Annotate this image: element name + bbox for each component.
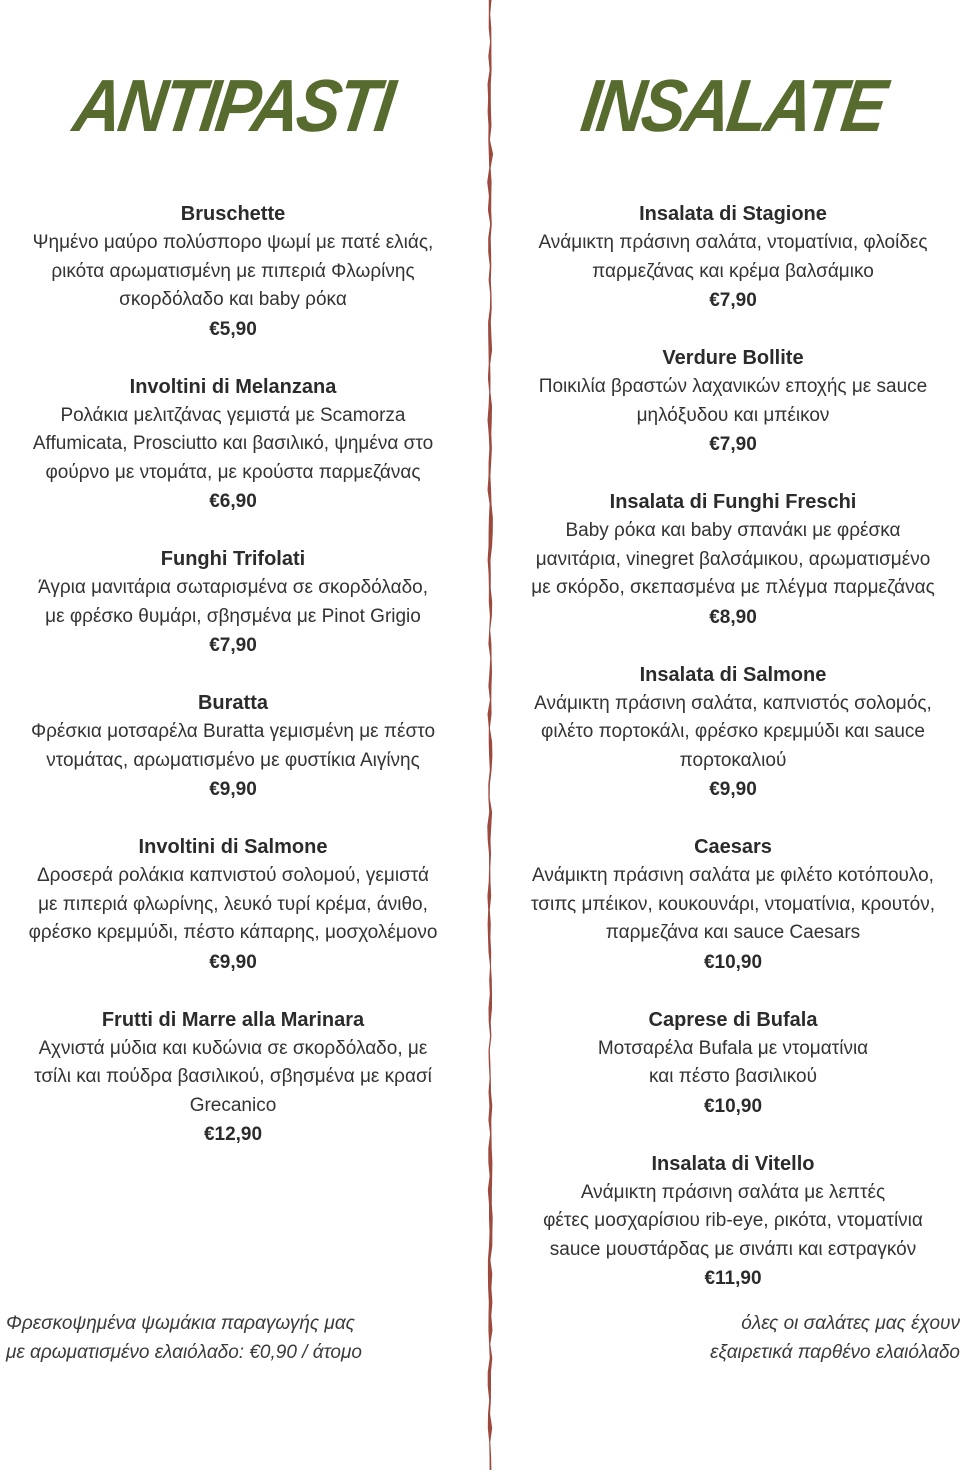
menu-item: [0, 200, 466, 344]
menu-item-description: πορτοκαλιού: [679, 749, 787, 771]
menu-item-name: Insalata di Salmone: [639, 663, 827, 686]
menu-item-description: Ψημένο μαύρο πολύσπορο ψωμί με πατέ ελιάς,: [32, 232, 434, 253]
menu-item-price: €7,90: [209, 635, 257, 656]
menu-item: [506, 1006, 960, 1121]
menu-item: [506, 661, 960, 805]
menu-item-name: Involtini di Melanzana: [129, 375, 337, 398]
menu-item-description: Φρέσκια μοτσαρέλα Buratta γεμισμένη με πέστο: [30, 721, 436, 742]
menu-item-price: €11,90: [704, 1268, 762, 1289]
menu-item-description: Ανάμικτη πράσινη σαλάτα με λεπτές: [580, 1181, 886, 1203]
menu-item-price: €10,90: [703, 1095, 763, 1117]
menu-item-description: σκορδόλαδο και baby ρόκα: [119, 289, 347, 310]
menu-item-description: Ανάμικτη πράσινη σαλάτα, καπνιστός σολομός,: [534, 692, 932, 714]
menu-item-description: Ανάμικτη πράσινη σαλάτα με φιλέτο κοτόπουλο,: [532, 865, 934, 886]
menu-item: [506, 344, 960, 459]
menu-item-description: Ανάμικτη πράσινη σαλάτα, ντοματίνια, φλοίδες: [538, 232, 928, 253]
menu-item-description: μανιτάρια, vinegret βαλσάμικου, αρωματισμένο: [535, 548, 931, 570]
antipasti-list: [0, 200, 466, 1178]
menu-item-price: €9,90: [209, 779, 257, 800]
menu-item-name: Buratta: [197, 692, 268, 714]
menu-item-name: Caesars: [694, 836, 772, 858]
menu-item-description: sauce μουστάρδας με σινάπι και εστραγκόν: [549, 1238, 917, 1260]
menu-item-description: με πιπεριά φλωρίνης, λευκό τυρί κρέμα, άνιθο,: [38, 893, 428, 915]
menu-item-description: με σκόρδο, σκεπασμένα με πλέγμα παρμεζάνας: [531, 577, 935, 598]
menu-item-description: Affumicata, Prosciutto και βασιλικό, ψημένα στο: [32, 433, 434, 454]
menu-item-description: φρέσκο κρεμμύδι, πέστο κάπαρης, μοσχολέμονο: [28, 922, 438, 943]
menu-item: [0, 1006, 466, 1150]
menu-item-description: φιλέτο πορτοκάλι, φρέσκο κρεμμύδι και sauce: [541, 721, 925, 742]
menu-item-description: φούρνο με ντομάτα, με κρούστα παρμεζάνας: [45, 461, 421, 483]
menu-item: [0, 545, 466, 660]
menu-item: [506, 1150, 960, 1294]
menu-item-name: Involtini di Salmone: [138, 836, 328, 858]
olive-oil-note-line: όλες οι σαλάτες μας έχουν: [741, 1313, 960, 1334]
menu-item-description: Αχνιστά μύδια και κυδώνια σε σκορδόλαδο, με: [38, 1037, 428, 1059]
menu-item-name: Insalata di Vitello: [651, 1152, 815, 1175]
menu-item: [0, 689, 466, 804]
menu-item-description: ντομάτας, αρωματισμένο με φυστίκια Αιγίνης: [46, 749, 420, 771]
menu-item-description: Άγρια μανιτάρια σωταρισμένα σε σκορδόλαδο,: [38, 577, 428, 598]
menu-item-description: Ποικιλία βραστών λαχανικών εποχής με sauce: [538, 376, 928, 397]
menu-item: [0, 373, 466, 517]
antipasti-column: [0, 0, 466, 1480]
menu-item-price: €12,90: [203, 1124, 263, 1145]
menu-item-description: μηλόξυδου και μπέικον: [636, 404, 830, 426]
menu-item-description: με φρέσκο θυμάρι, σβησμένα με Pinot Grigio: [45, 605, 421, 627]
menu-item-description: Ρολάκια μελιτζάνας γεμιστά με Scamorza: [60, 404, 406, 426]
insalate-column: [506, 0, 960, 1480]
menu-item-description: και πέστο βασιλικού: [649, 1066, 817, 1087]
menu-item-price: €9,90: [209, 951, 257, 973]
menu-item-name: Verdure Bollite: [662, 347, 804, 369]
insalate-list: [506, 200, 960, 1322]
olive-oil-note: [710, 1309, 960, 1367]
menu-item-description: ρικότα αρωματισμένη με πιπεριά Φλωρίνης: [51, 260, 415, 282]
decorative-divider: [480, 0, 500, 1480]
menu-item-price: €10,90: [703, 951, 763, 973]
menu-item-name: Bruschette: [180, 203, 286, 225]
menu-item: [0, 833, 466, 977]
menu-item-description: παρμεζάνα και sauce Caesars: [605, 922, 861, 943]
menu-item-name: Caprese di Bufala: [648, 1008, 818, 1031]
menu-item-description: τσιπς μπέικον, κουκουνάρι, ντοματίνια, κρουτόν,: [531, 893, 935, 915]
menu-item-price: €8,90: [709, 606, 757, 628]
menu-item-name: Insalata di Stagione: [639, 203, 827, 225]
menu-item: [506, 200, 960, 315]
menu-item: [506, 833, 960, 977]
menu-item-description: παρμεζάνας και κρέμα βαλσάμικο: [592, 260, 874, 282]
menu-item-name: Frutti di Marre alla Marinara: [101, 1008, 365, 1031]
menu-item-description: Μοτσαρέλα Bufala με ντοματίνια: [597, 1037, 869, 1059]
bread-note-line: με αρωματισμένο ελαιόλαδο: €0,90 / άτομο: [6, 1342, 362, 1363]
menu-item-description: φέτες μοσχαρίσιου rib-eye, ρικότα, ντοματίνια: [543, 1210, 923, 1231]
menu-item-description: Δροσερά ρολάκια καπνιστού σολομού, γεμιστά: [36, 865, 430, 886]
insalate-title: INSALATE: [576, 63, 890, 147]
menu-item-price: €7,90: [709, 290, 757, 311]
menu-item-description: Baby ρόκα και baby σπανάκι με φρέσκα: [565, 520, 901, 541]
bread-note-line: Φρεσκοψημένα ψωμάκια παραγωγής μας: [6, 1313, 355, 1334]
menu-item-price: €6,90: [209, 491, 257, 512]
menu-item-name: Funghi Trifolati: [160, 548, 306, 570]
bread-note: [6, 1309, 362, 1367]
menu-item-price: €5,90: [209, 318, 257, 340]
menu-item-price: €7,90: [709, 434, 757, 455]
menu-item-price: €9,90: [709, 779, 757, 800]
menu-item-name: Insalata di Funghi Freschi: [609, 491, 857, 513]
antipasti-title: ANTIPASTI: [68, 63, 398, 147]
menu-item-description: τσίλι και πούδρα βασιλικού, σβησμένα με κρασί: [34, 1066, 432, 1087]
olive-oil-note-line: εξαιρετικά παρθένο ελαιόλαδο: [710, 1342, 960, 1363]
menu-item: [506, 488, 960, 632]
menu-item-description: Grecanico: [189, 1094, 277, 1116]
